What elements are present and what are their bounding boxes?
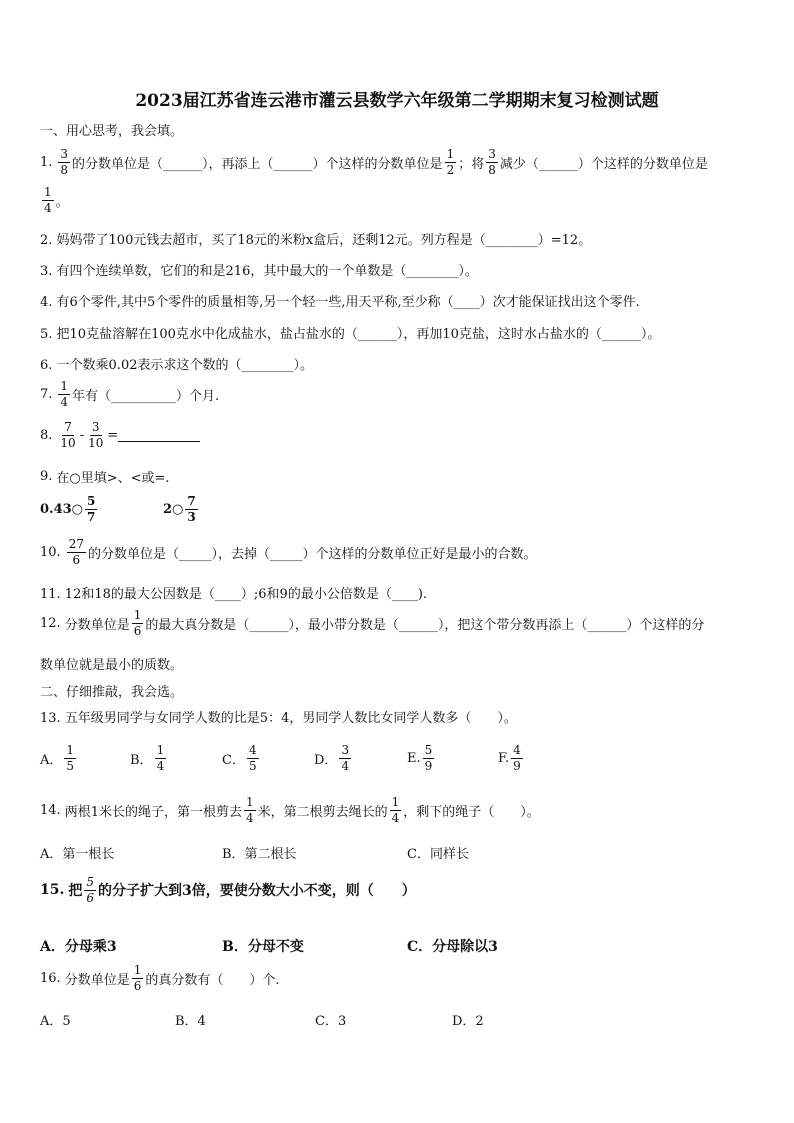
numerator: 3 (488, 147, 496, 161)
fraction (486, 148, 498, 176)
denominator: 6 (86, 890, 94, 905)
option-e[interactable]: E. $\frac{5}{9}$ (407, 743, 433, 773)
denominator: 4 (245, 810, 254, 825)
denominator: 5 (66, 758, 75, 773)
fraction (64, 744, 76, 772)
numerator: 1 (44, 185, 52, 199)
fraction (58, 380, 70, 408)
numerator: 1 (60, 379, 69, 393)
option-b[interactable]: B．4 (175, 1014, 206, 1029)
denominator: 9 (424, 758, 433, 773)
fraction (423, 744, 435, 772)
numerator: 3 (341, 743, 350, 757)
numerator: 5 (87, 494, 96, 508)
numerator: 1 (446, 147, 455, 161)
fraction (132, 609, 144, 637)
denominator: 5 (248, 758, 257, 773)
question-5: 5. 把10克盐溶解在100克水中化成盐水，盐占盐水的（______），再加10克盐，这时水占盐水的（______）。 (40, 327, 661, 342)
fraction (132, 964, 144, 992)
question-1-cont: $\frac{1}{4}$ 。 (44, 185, 69, 215)
option-c[interactable]: C．分母除以3 (407, 939, 498, 955)
numerator: 3 (60, 147, 69, 161)
denominator: 4 (156, 758, 165, 773)
numerator: 4 (513, 743, 521, 757)
question-9-b: 2○ $\frac{7}{3}$ (163, 494, 196, 524)
fraction (339, 744, 351, 772)
fraction (390, 796, 402, 824)
denominator: 4 (391, 810, 400, 825)
numerator: 5 (424, 743, 433, 757)
question-2: 2. 妈妈带了100元钱去超市，买了18元的米粉x盒后，还剩12元。列方程是（________）=12。 (40, 233, 592, 248)
page-title: 2023届江苏省连云港市灌云县数学六年级第二学期期末复习检测试题 (135, 91, 659, 111)
option-f[interactable]: F. $\frac{4}{9}$ (498, 743, 521, 773)
option-d[interactable]: D．2 (452, 1014, 484, 1029)
denominator: 9 (513, 758, 521, 773)
numerator: 5 (86, 875, 94, 889)
question-4: 4. 有6个零件,其中5个零件的质量相等,另一个轻一些,用天平称,至少称（____）次才能保证找出这个零件. (40, 295, 640, 310)
numerator: 1 (391, 795, 400, 809)
denominator: 6 (133, 623, 142, 638)
question-6: 6. 一个数乘0.02表示求这个数的（________）。 (40, 358, 313, 373)
fraction (58, 148, 70, 176)
section-2-heading: 二、仔细推敲，我会选。 (40, 685, 184, 700)
section-1-heading: 一、用心思考，我会填。 (40, 124, 184, 139)
fraction (58, 421, 77, 449)
question-12-cont: 数单位就是最小的质数。 (40, 658, 184, 673)
question-13: 13. 五年级男同学与女同学人数的比是5：4，男同学人数比女同学人数多（ ）。 (40, 711, 517, 726)
question-16: 16. 分数单位是 $\frac{1}{6}$ 的真分数有（ ）个. (40, 963, 280, 993)
fraction (86, 421, 105, 449)
denominator: 8 (488, 162, 496, 177)
numerator: 7 (187, 494, 196, 508)
option-d[interactable]: D． $\frac{3}{4}$ (314, 743, 350, 773)
denominator: 3 (187, 509, 196, 524)
question-8: 8. $\frac{7}{10}$ - $\frac{3}{10}$ = (40, 421, 200, 449)
option-a[interactable]: A．分母乘3 (40, 939, 117, 955)
denominator: 4 (44, 200, 52, 215)
question-9: 9. 在○里填>、<或=. (40, 469, 170, 486)
answer-line (118, 429, 200, 442)
denominator: 10 (88, 435, 104, 450)
option-a[interactable]: A．5 (40, 1014, 71, 1029)
denominator: 4 (341, 758, 350, 773)
fraction (247, 744, 259, 772)
option-b[interactable]: B．第二根长 (222, 847, 297, 862)
denominator: 4 (60, 394, 69, 409)
option-b[interactable]: B． $\frac{1}{4}$ (130, 743, 165, 773)
numerator: 1 (66, 743, 75, 757)
numerator: 1 (156, 743, 165, 757)
fraction (67, 538, 86, 566)
fraction (42, 186, 54, 214)
fraction (185, 495, 197, 523)
question-7: 7. $\frac{1}{4}$ 年有（__________）个月. (40, 379, 220, 409)
question-3: 3. 有四个连续单数，它们的和是216，其中最大的一个单数是（________）。 (40, 264, 478, 279)
option-b[interactable]: B．分母不变 (222, 939, 304, 955)
fraction (155, 744, 167, 772)
denominator: 8 (60, 162, 69, 177)
question-9-a: 0.43○ $\frac{5}{7}$ (40, 494, 96, 524)
numerator: 3 (91, 420, 100, 434)
option-a[interactable]: A．第一根长 (40, 847, 115, 862)
question-11: 11. 12和18的最大公因数是（____）;6和9的最小公倍数是（____). (40, 587, 428, 602)
fraction (85, 495, 97, 523)
fraction (511, 744, 523, 772)
denominator: 6 (133, 978, 142, 993)
numerator: 1 (245, 795, 254, 809)
denominator: 6 (72, 552, 81, 567)
fraction (84, 876, 96, 904)
denominator: 10 (60, 435, 76, 450)
numerator: 7 (64, 420, 72, 434)
question-15: 15. 把 $\frac{5}{6}$ 的分子扩大到3倍，要使分数大小不变，则（ ） (40, 875, 416, 905)
question-12: 12. 分数单位是 $\frac{1}{6}$ 的最大真分数是（______），最小带分数是（______），把这个带分数再添上（______）个这样的分 (40, 608, 705, 638)
numerator: 27 (68, 537, 84, 551)
denominator: 2 (446, 162, 455, 177)
option-c[interactable]: C． $\frac{4}{5}$ (222, 743, 257, 773)
option-c[interactable]: C．3 (315, 1014, 347, 1029)
denominator: 7 (87, 509, 96, 524)
question-10: 10. $\frac{27}{6}$ 的分数单位是（_____），去掉（_____）个这样的分数单位正好是最小的合数。 (40, 537, 537, 567)
fraction (244, 796, 256, 824)
option-c[interactable]: C．同样长 (407, 847, 469, 862)
numerator: 1 (133, 608, 142, 622)
question-14: 14. 两根1米长的绳子，第一根剪去 $\frac{1}{4}$ 米，第二根剪去绳长的 $\frac{1}{4}$ ，剩下的绳子（ ）。 (40, 795, 540, 825)
option-a[interactable]: A． $\frac{1}{5}$ (40, 743, 75, 773)
numerator: 4 (248, 743, 257, 757)
question-1: 1. $\frac{3}{8}$ 的分数单位是（______），再添上（______）个这样的分数单位是 $\frac{1}{2}$ ；将 $\frac{3}{8}$ 减少（______）个这样的分数单位是 (40, 147, 708, 177)
numerator: 1 (133, 963, 142, 977)
fraction (445, 148, 457, 176)
